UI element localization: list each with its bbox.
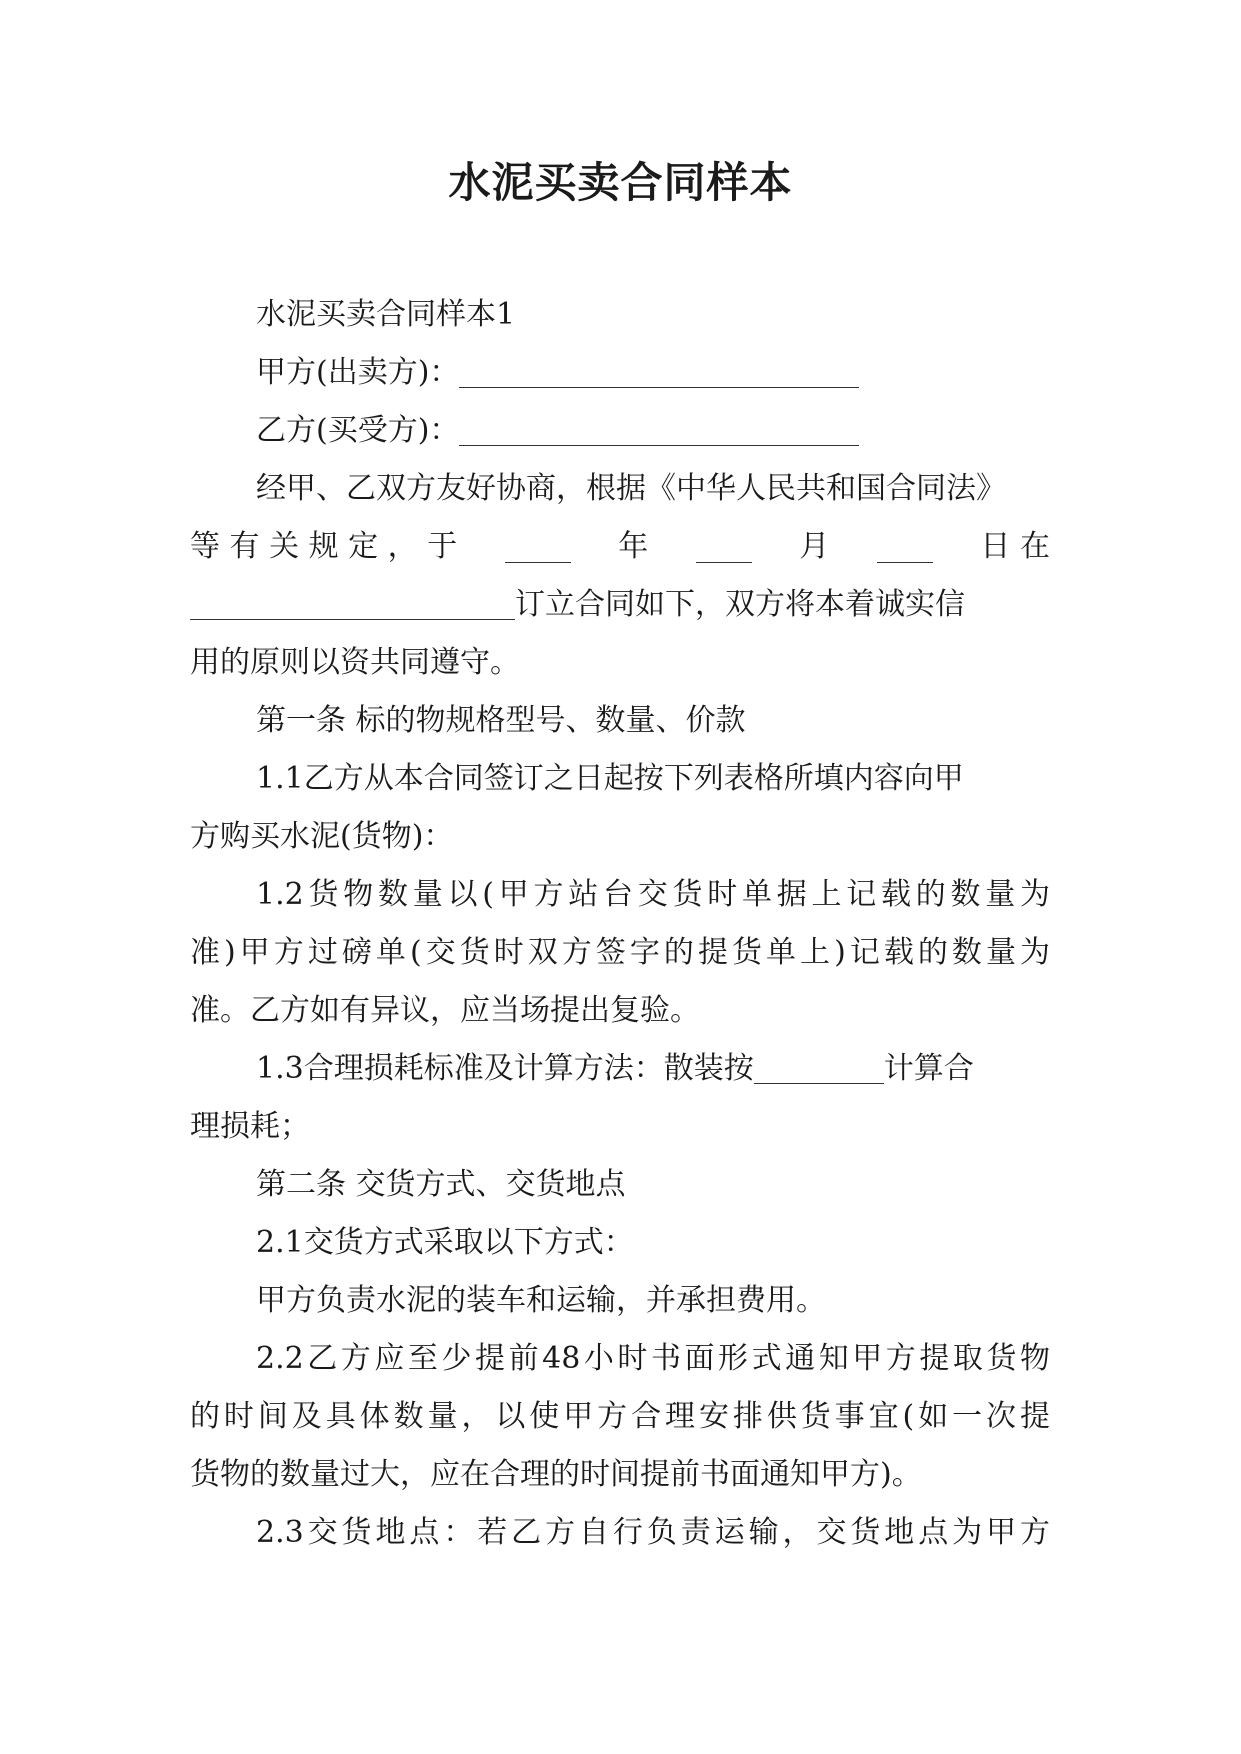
- document-body: [190, 286, 1050, 1562]
- party-b-line: [190, 402, 1050, 460]
- place-text: 订立合同如下，双方将本着诚实信: [515, 587, 965, 622]
- date-text-2: 日 在: [980, 529, 1050, 564]
- paragraph-line: 经甲、乙双方友好协商，根据《中华人民共和国合同法》: [256, 471, 1006, 506]
- clause-2-2: 2.2乙方应至少提前48小时书面形式通知甲方提取货物: [256, 1341, 1050, 1376]
- party-a-blank: [459, 357, 859, 388]
- year-label: 年: [618, 529, 649, 564]
- clause-1-3-tail: 计算合: [883, 1051, 974, 1086]
- paragraph-line: 用的原则以资共同遵守。: [190, 645, 520, 680]
- clause-2-2-end: 货物的数量过大，应在合理的时间提前书面通知甲方)。: [190, 1457, 922, 1492]
- date-text-1: 等 有 关 规 定 ， 于: [190, 529, 458, 564]
- clause-1-1-cont: 方购买水泥(货物)：: [190, 819, 454, 854]
- clause-1-3: [190, 1040, 1050, 1098]
- month-blank: [696, 532, 752, 563]
- clause-2-1: 2.1交货方式采取以下方式：: [256, 1225, 634, 1260]
- clause-1-2-cont: 准)甲方过磅单(交货时双方签字的提货单上)记载的数量为: [190, 935, 1050, 970]
- clause-1-3-text: 1.3合理损耗标准及计算方法：散装按: [256, 1051, 754, 1086]
- contract-subtitle: 水泥买卖合同样本1: [256, 297, 516, 332]
- clause-1-1: 1.1乙方从本合同签订之日起按下列表格所填内容向甲: [256, 761, 964, 796]
- clause-2-1-detail: 甲方负责水泥的装车和运输，并承担费用。: [256, 1283, 826, 1318]
- clause-1-2-end: 准。乙方如有异议，应当场提出复验。: [190, 993, 700, 1028]
- party-a-label: 甲方(出卖方)：: [256, 355, 460, 390]
- party-b-label: 乙方(买受方)：: [256, 413, 460, 448]
- article-2-heading: 第二条 交货方式、交货地点: [256, 1167, 626, 1202]
- place-blank: [190, 589, 515, 620]
- month-label: 月: [799, 529, 830, 564]
- place-line: [190, 576, 1050, 634]
- article-1-heading: 第一条 标的物规格型号、数量、价款: [256, 703, 746, 738]
- party-a-line: [190, 344, 1050, 402]
- document-title: 水泥买卖合同样本: [448, 158, 793, 207]
- clause-2-3: 2.3交货地点：若乙方自行负责运输，交货地点为甲方: [256, 1515, 1050, 1550]
- clause-2-2-cont: 的时间及具体数量，以使甲方合理安排供货事宜(如一次提: [190, 1399, 1050, 1434]
- date-line: [190, 518, 1050, 576]
- clause-1-2: 1.2货物数量以(甲方站台交货时单据上记载的数量为: [256, 877, 1050, 912]
- calc-method-blank: [754, 1053, 884, 1084]
- day-blank: [877, 532, 933, 563]
- clause-1-3-cont: 理损耗；: [190, 1109, 310, 1144]
- year-blank: [505, 532, 571, 563]
- party-b-blank: [459, 415, 859, 446]
